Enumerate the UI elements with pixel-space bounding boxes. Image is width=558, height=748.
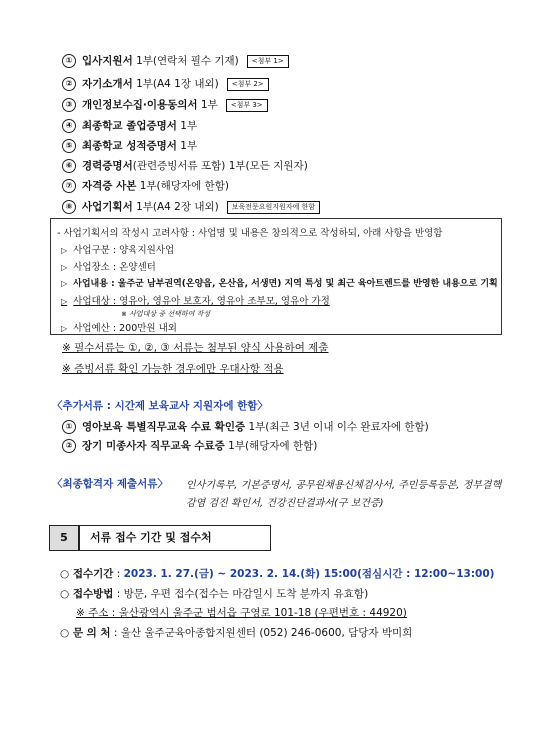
- item-desc: 1부(연락처 필수 기재): [136, 55, 239, 67]
- item-desc: 1부: [180, 120, 198, 132]
- item-number: ⑥: [62, 159, 76, 173]
- item-title: 최종학교 졸업증명서: [82, 120, 177, 132]
- item-title: 경력증명서: [82, 160, 133, 172]
- plan-row: ▷ 사업장소 : 온양센터: [61, 262, 156, 273]
- list-item: [62, 118, 197, 133]
- triangle-icon: ▷: [61, 297, 68, 306]
- item-number: ④: [62, 119, 76, 133]
- section-title: 서류 접수 기간 및 접수처: [79, 525, 271, 551]
- final-heading: 〈최종합격자 제출서류〉: [52, 478, 168, 490]
- item-desc: 1부(최근 3년 이내 이수 완료자에 한함): [248, 421, 429, 433]
- attachment-tag: <첨부 2>: [227, 78, 269, 91]
- triangle-icon: ▷: [61, 324, 68, 333]
- plan-note: ※ 사업대상 중 선택하여 작성: [121, 310, 211, 318]
- plan-row: ▷ 사업예산 : 200만원 내외: [61, 323, 177, 334]
- plan-row: ▷ 사업대상 : 영유아, 영유아 보호자, 영유아 조부모, 영유아 가정: [61, 296, 330, 307]
- info-label: ○ 접수방법: [60, 588, 114, 600]
- attachment-tag: 보육전문요원지원자에 한함: [227, 201, 320, 214]
- item-desc: 1부(해당자에 한함): [228, 440, 318, 452]
- additional-heading: 〈추가서류 : 시간제 보육교사 지원자에 한함〉: [52, 400, 268, 412]
- item-title: 개인정보수집·이용동의서: [82, 99, 198, 111]
- item-title: 사업기획서: [82, 201, 133, 213]
- info-label: ○ 문 의 처: [60, 627, 111, 639]
- note-evidence: ※ 증빙서류 확인 가능한 경우에만 우대사항 적용: [62, 363, 284, 375]
- list-item: [62, 76, 269, 91]
- item-desc: 1부(A4 2장 내외): [136, 201, 219, 213]
- item-desc: 1부: [180, 140, 198, 152]
- plan-intro: - 사업기획서의 작성시 고려사항 : 사업명 및 내용은 창의적으로 작성하되, 아래 사항을 반영함: [57, 228, 443, 239]
- triangle-icon: ▷: [61, 263, 68, 272]
- info-row: ○ 접수방법 : 방문, 우편 접수(접수는 마감일시 도착 분까지 유효함): [60, 588, 369, 600]
- item-desc: 1부(해당자에 한함): [139, 180, 229, 192]
- info-row: ○ 문 의 처 : 울산 울주군육아종합지원센터 (052) 246-0600, 담당자 박미희: [60, 627, 413, 639]
- info-value: 울산 울주군육아종합지원센터 (052) 246-0600, 담당자 박미희: [120, 627, 413, 639]
- info-value: 방문, 우편 접수(접수는 마감일시 도착 분까지 유효함): [123, 588, 369, 600]
- info-value: 2023. 1. 27.(금) ~ 2023. 2. 14.(화) 15:00(점심시간 : 12:00~13:00): [123, 568, 495, 580]
- attachment-tag: <첨부 3>: [226, 99, 268, 112]
- item-desc: (관련증빙서류 포함) 1부(모든 지원자): [132, 160, 308, 172]
- plan-box: [50, 218, 502, 335]
- item-desc: 1부: [200, 99, 218, 111]
- info-label: ○ 접수기간: [60, 568, 114, 580]
- triangle-icon: ▷: [61, 279, 68, 288]
- item-number: ③: [62, 98, 76, 112]
- item-title: 장기 미종사자 직무교육 수료증: [82, 440, 225, 452]
- final-docs-line2: 감염 검진 확인서, 건강진단결과서(구 보건증): [186, 498, 384, 509]
- item-desc: 1부(A4 1장 내외): [136, 78, 219, 90]
- list-item: [62, 97, 268, 112]
- plan-row: ▷ 사업구분 : 양육지원사업: [61, 245, 175, 256]
- list-item: [62, 158, 308, 173]
- attachment-tag: <첨부 1>: [247, 55, 289, 68]
- list-item: [62, 438, 317, 453]
- list-item: [62, 419, 429, 434]
- item-number: ⑦: [62, 179, 76, 193]
- item-number: ②: [62, 77, 76, 91]
- list-item: [62, 138, 197, 153]
- list-item: [62, 53, 289, 68]
- plan-row: ▷ 사업내용 : 울주군 남부권역(온양읍, 온산읍, 서생면) 지역 특성 및 최근 육아트렌드를 반영한 내용으로 기획: [61, 279, 498, 289]
- item-title: 자기소개서: [82, 78, 133, 90]
- list-item: [62, 199, 320, 214]
- item-number: ②: [62, 439, 76, 453]
- item-number: ①: [62, 420, 76, 434]
- info-row: ○ 접수기간 : 2023. 1. 27.(금) ~ 2023. 2. 14.(화) 15:00(점심시간 : 12:00~13:00): [60, 568, 495, 580]
- section-number: 5: [49, 525, 79, 551]
- item-title: 입사지원서: [82, 55, 133, 67]
- address-note: ※ 주소 : 울산광역시 울주군 범서읍 구영로 101-18 (우편번호 : 44920): [76, 607, 407, 619]
- final-docs-line1: 인사기록부, 기본증명서, 공무원채용신체검사서, 주민등록등본, 정부결핵: [186, 480, 502, 491]
- item-title: 영아보육 특별직무교육 수료 확인증: [82, 421, 246, 433]
- note-required: ※ 필수서류는 ①, ②, ③ 서류는 첨부된 양식 사용하여 제출: [62, 342, 329, 354]
- list-item: [62, 178, 229, 193]
- item-number: ⑤: [62, 139, 76, 153]
- item-title: 최종학교 성적증명서: [82, 140, 177, 152]
- item-number: ①: [62, 54, 76, 68]
- item-number: ⑧: [62, 200, 76, 214]
- item-title: 자격증 사본: [82, 180, 137, 192]
- triangle-icon: ▷: [61, 246, 68, 255]
